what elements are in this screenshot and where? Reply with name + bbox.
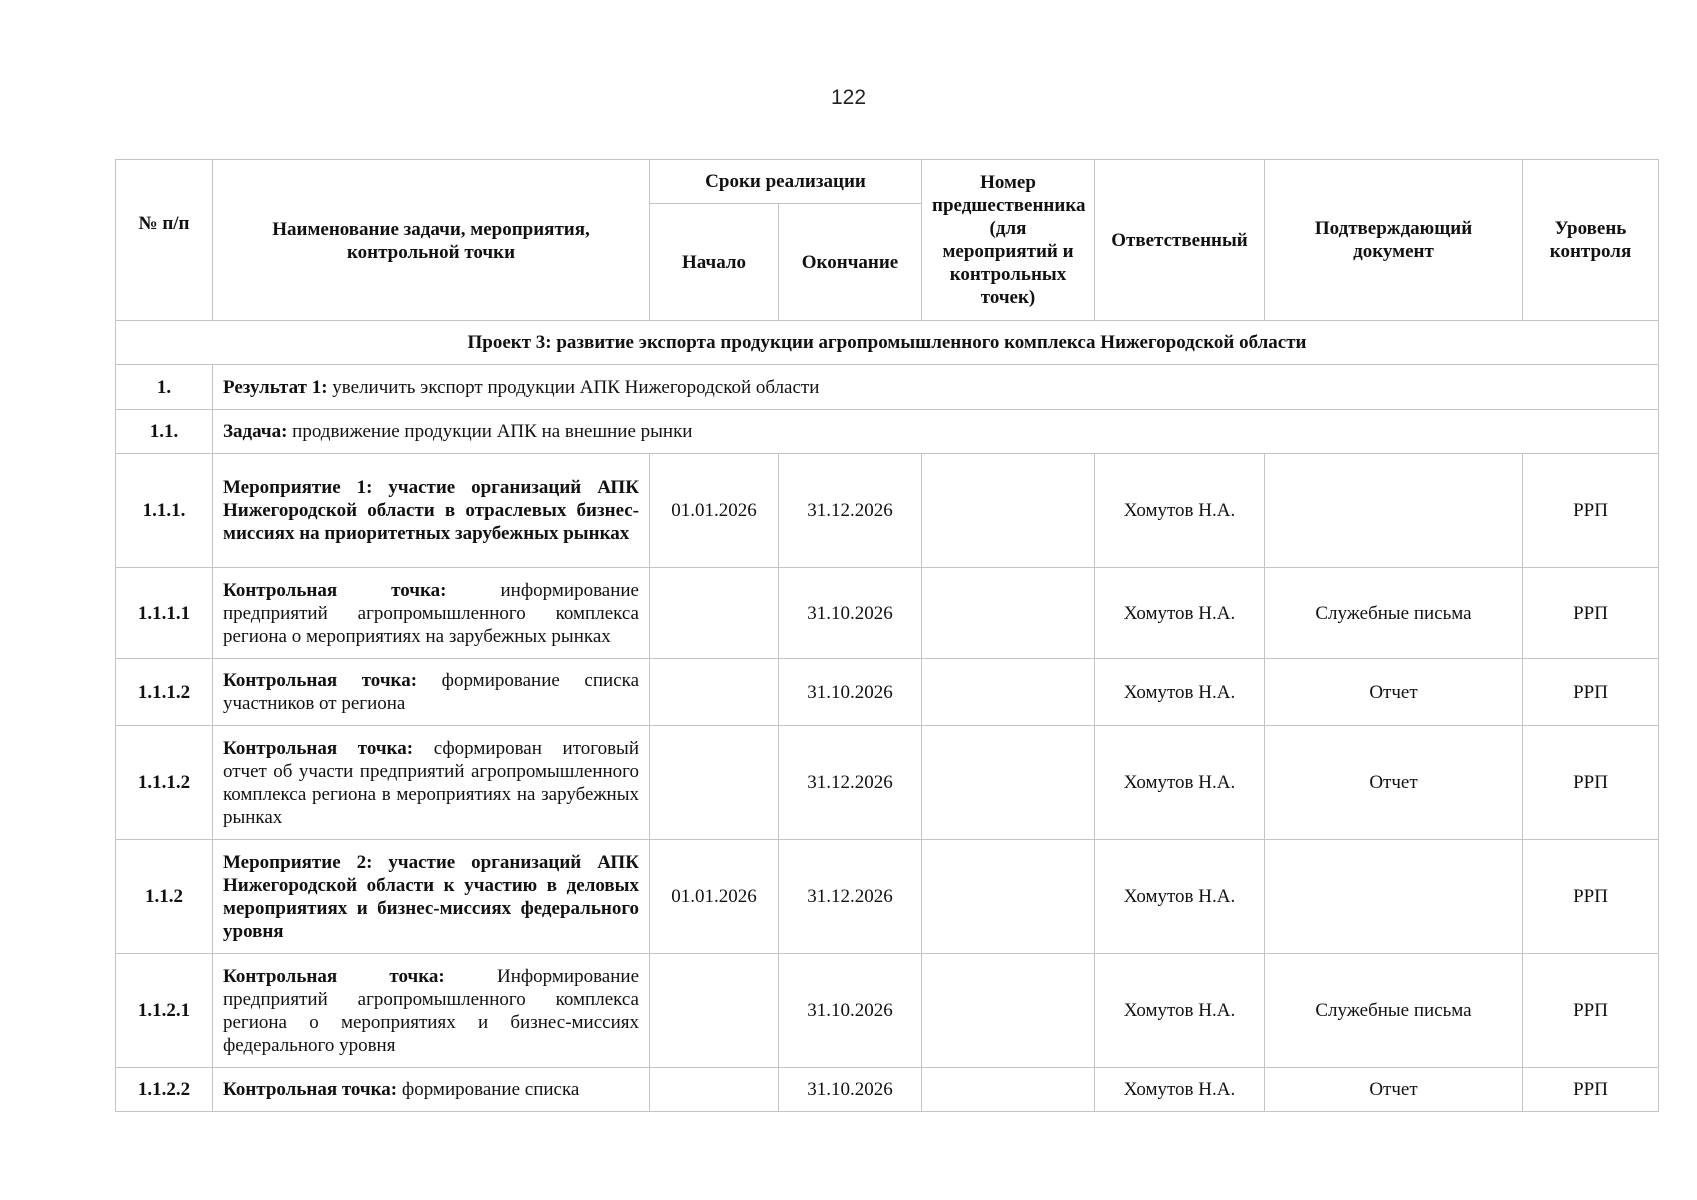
row-num: 1.1.1.2 bbox=[116, 726, 213, 840]
header-terms: Сроки реализации bbox=[650, 160, 922, 204]
table-row bbox=[116, 840, 1659, 954]
table-row bbox=[116, 726, 1659, 840]
row-end: 31.10.2026 bbox=[779, 954, 922, 1068]
table-row bbox=[116, 454, 1659, 568]
page-number: 122 bbox=[830, 86, 867, 109]
row-predecessor bbox=[922, 659, 1095, 726]
row-document bbox=[1265, 454, 1523, 568]
row-text: сформирован итоговый отчет об участи предприятий агропромышленного комплекса региона в мероприятиях на зарубежных рынках bbox=[223, 737, 639, 828]
header-control: Уровень контроля bbox=[1523, 160, 1659, 321]
row-num: 1.1.2.2 bbox=[116, 1068, 213, 1112]
row-document: Служебные письма bbox=[1265, 568, 1523, 659]
row-predecessor bbox=[922, 840, 1095, 954]
row-document: Служебные письма bbox=[1265, 954, 1523, 1068]
row-predecessor bbox=[922, 454, 1095, 568]
row-num: 1.1.1.2 bbox=[116, 659, 213, 726]
row-responsible: Хомутов Н.А. bbox=[1095, 840, 1265, 954]
row-control: РРП bbox=[1523, 659, 1659, 726]
header-num: № п/п bbox=[116, 160, 213, 321]
row-predecessor bbox=[922, 568, 1095, 659]
row-num: 1.1.2.1 bbox=[116, 954, 213, 1068]
row-responsible: Хомутов Н.А. bbox=[1095, 1068, 1265, 1112]
header-document: Подтверждающий документ bbox=[1265, 160, 1523, 321]
row-num: 1.1.2 bbox=[116, 840, 213, 954]
row-text: формирование списка bbox=[397, 1079, 580, 1100]
result-label: Результат 1: bbox=[223, 376, 328, 398]
task-num: 1.1. bbox=[116, 410, 213, 454]
header-end: Окончание bbox=[779, 204, 922, 321]
task-row bbox=[116, 410, 1659, 454]
row-responsible: Хомутов Н.А. bbox=[1095, 726, 1265, 840]
plan-table bbox=[115, 159, 1659, 1112]
row-label: Контрольная точка: bbox=[223, 965, 445, 987]
row-name bbox=[213, 568, 650, 659]
row-responsible: Хомутов Н.А. bbox=[1095, 954, 1265, 1068]
row-responsible: Хомутов Н.А. bbox=[1095, 454, 1265, 568]
result-text bbox=[213, 365, 1659, 410]
result-body: увеличить экспорт продукции АПК Нижегородской области bbox=[327, 376, 820, 398]
row-num: 1.1.1.1 bbox=[116, 568, 213, 659]
row-document bbox=[1265, 840, 1523, 954]
row-start bbox=[650, 726, 779, 840]
row-predecessor bbox=[922, 1068, 1095, 1112]
row-control: РРП bbox=[1523, 840, 1659, 954]
header-predecessor: Номер предшественника (для мероприятий и контрольных точек) bbox=[922, 160, 1095, 321]
project-row bbox=[116, 321, 1659, 365]
row-text: формирование списка участников от региона bbox=[223, 670, 640, 714]
row-control: РРП bbox=[1523, 454, 1659, 568]
row-control: РРП bbox=[1523, 1068, 1659, 1112]
row-document: Отчет bbox=[1265, 726, 1523, 840]
result-row bbox=[116, 365, 1659, 410]
table-row bbox=[116, 954, 1659, 1068]
table-row bbox=[116, 659, 1659, 726]
row-name bbox=[213, 659, 650, 726]
row-name bbox=[213, 1068, 650, 1112]
task-body: продвижение продукции АПК на внешние рынки bbox=[287, 421, 693, 442]
row-predecessor bbox=[922, 726, 1095, 840]
header-start: Начало bbox=[650, 204, 779, 321]
row-start bbox=[650, 568, 779, 659]
row-name bbox=[213, 954, 650, 1068]
row-label: Контрольная точка: bbox=[223, 670, 418, 691]
task-label: Задача: bbox=[223, 421, 288, 442]
row-end: 31.10.2026 bbox=[779, 659, 922, 726]
row-responsible: Хомутов Н.А. bbox=[1095, 659, 1265, 726]
row-label: Контрольная точка: bbox=[223, 737, 414, 759]
header-responsible: Ответственный bbox=[1095, 160, 1265, 321]
row-control: РРП bbox=[1523, 568, 1659, 659]
row-control: РРП bbox=[1523, 726, 1659, 840]
row-end: 31.10.2026 bbox=[779, 1068, 922, 1112]
row-end: 31.12.2026 bbox=[779, 454, 922, 568]
row-name bbox=[213, 454, 650, 568]
row-responsible: Хомутов Н.А. bbox=[1095, 568, 1265, 659]
row-start bbox=[650, 659, 779, 726]
row-predecessor bbox=[922, 954, 1095, 1068]
row-text: Мероприятие 1: участие организаций АПК Нижегородской области в отраслевых бизнес-миссиях на приоритетных зарубежных рынках bbox=[223, 477, 639, 544]
row-name bbox=[213, 726, 650, 840]
row-text: Информирование предприятий агропромышленного комплекса региона о мероприятиях и бизнес-миссиях федерального уровня bbox=[223, 965, 640, 1056]
row-label: Контрольная точка: bbox=[223, 1079, 398, 1100]
row-start: 01.01.2026 bbox=[650, 840, 779, 954]
result-num: 1. bbox=[116, 365, 213, 410]
task-text bbox=[213, 410, 1659, 454]
row-label: Контрольная точка: bbox=[223, 579, 447, 601]
row-start: 01.01.2026 bbox=[650, 454, 779, 568]
row-num: 1.1.1. bbox=[116, 454, 213, 568]
row-document: Отчет bbox=[1265, 659, 1523, 726]
row-text: информирование предприятий агропромышленного комплекса региона о мероприятиях на зарубежных рынках bbox=[223, 579, 639, 647]
row-control: РРП bbox=[1523, 954, 1659, 1068]
project-title: Проект 3: развитие экспорта продукции агропромышленного комплекса Нижегородской области bbox=[116, 321, 1659, 365]
row-end: 31.10.2026 bbox=[779, 568, 922, 659]
row-start bbox=[650, 954, 779, 1068]
header-name: Наименование задачи, мероприятия, контрольной точки bbox=[213, 160, 650, 321]
table-row bbox=[116, 1068, 1659, 1112]
table-row bbox=[116, 568, 1659, 659]
row-name bbox=[213, 840, 650, 954]
row-text: Мероприятие 2: участие организаций АПК Нижегородской области к участию в деловых мероприятиях и бизнес-миссиях федерального уровня bbox=[223, 851, 639, 942]
row-document: Отчет bbox=[1265, 1068, 1523, 1112]
row-end: 31.12.2026 bbox=[779, 726, 922, 840]
row-start bbox=[650, 1068, 779, 1112]
row-end: 31.12.2026 bbox=[779, 840, 922, 954]
